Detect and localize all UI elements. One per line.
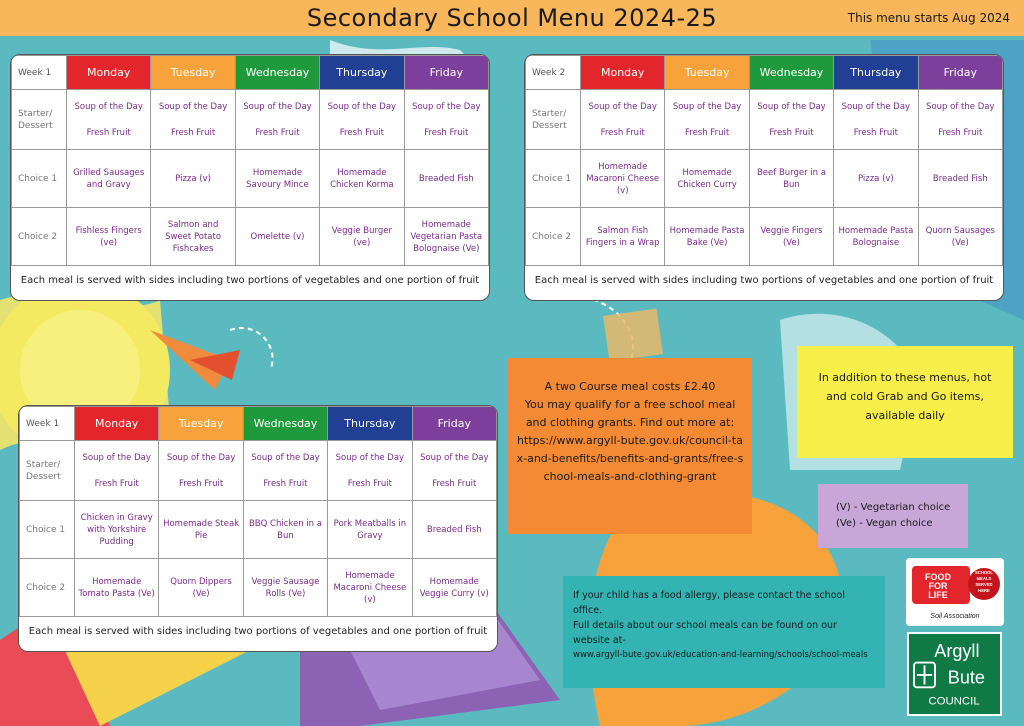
day-header-wednesday: Wednesday (749, 56, 833, 90)
menu-cell: Veggie Sausage Rolls (Ve) (243, 559, 327, 617)
menu-cell: Homemade Chicken Korma (320, 150, 404, 208)
menu-cell: Homemade Savoury Mince (235, 150, 319, 208)
menu-item: Fresh Fruit (853, 127, 898, 138)
menu-item: Fresh Fruit (170, 127, 216, 138)
allergy-info-box (563, 576, 885, 688)
row-label-choice-1: Choice 1 (526, 150, 581, 208)
menu-cell: Chicken in Gravy with Yorkshire Pudding (75, 501, 159, 559)
day-header-friday: Friday (918, 56, 1002, 90)
menu-item: Soup of the Day (335, 452, 405, 463)
day-header-thursday: Thursday (320, 56, 404, 90)
day-header-friday: Friday (412, 407, 496, 441)
menu-cell (235, 90, 319, 150)
menu-cell (665, 90, 749, 150)
row-label-choice-2: Choice 2 (526, 208, 581, 266)
menu-item: Fresh Fruit (339, 127, 384, 138)
council-word-argyll: Argyll (934, 640, 980, 661)
vegetarian-key: (V) - Vegetarian choice (836, 502, 951, 513)
menu-cell: Quorn Dippers (Ve) (159, 559, 243, 617)
day-header-tuesday: Tuesday (159, 407, 243, 441)
menu-item: Fresh Fruit (424, 127, 469, 138)
menu-item: Soup of the Day (420, 452, 489, 463)
menu-cell: Pork Meatballs in Gravy (328, 501, 412, 559)
menu-item: Fresh Fruit (432, 478, 477, 489)
menu-cell: Homemade Macaroni Cheese (v) (328, 559, 412, 617)
ffl-badge-school: SCHOOL (975, 570, 993, 575)
menu-cell: Homemade Tomato Pasta (Ve) (75, 559, 159, 617)
menu-table (19, 406, 497, 647)
menu-item: Soup of the Day (841, 101, 911, 112)
menu-footer-note: Each meal is served with sides including two portions of vegetables and one portion of fruit (534, 275, 994, 287)
menu-week-1-top (10, 54, 490, 301)
menu-cell: Homemade Steak Pie (159, 501, 243, 559)
menu-item: Fresh Fruit (263, 478, 308, 489)
menu-cell: Quorn Sausages (Ve) (918, 208, 1002, 266)
menu-item: Fresh Fruit (769, 127, 814, 138)
menu-cell (918, 90, 1002, 150)
menu-cell: Beef Burger in a Bun (749, 150, 833, 208)
menu-item: Fresh Fruit (94, 478, 139, 489)
menu-footer-note: Each meal is served with sides including two portions of vegetables and one portion of fruit (28, 626, 488, 638)
menu-cell: Fishless Fingers (ve) (67, 208, 151, 266)
menu-cell (151, 90, 235, 150)
day-header-wednesday: Wednesday (235, 56, 319, 90)
menu-item: Soup of the Day (82, 452, 151, 463)
ffl-word-for: FOR (928, 581, 948, 591)
menu-cell (749, 90, 833, 150)
row-label-choice-1: Choice 1 (12, 150, 67, 208)
argyll-bute-council-logo (907, 632, 1002, 716)
council-word-bute: Bute (947, 667, 986, 688)
menu-cell: Homemade Vegetarian Pasta Bolognaise (Ve) (404, 208, 488, 266)
week-label: Week 1 (20, 407, 75, 441)
menu-item: Soup of the Day (166, 452, 236, 463)
menu-cell (159, 441, 243, 501)
menu-item: Fresh Fruit (255, 127, 300, 138)
free-meal-link[interactable]: https://www.argyll-bute.gov.uk/council-tax-and-benefits/benefits-and-grants/free-school-meals-and-clothing-grant (516, 434, 744, 483)
ffl-badge-meals: MEALS (976, 576, 992, 581)
menu-cell (75, 441, 159, 501)
menu-cell: Salmon Fish Fingers in a Wrap (581, 208, 665, 266)
menu-item: Soup of the Day (158, 101, 228, 112)
ffl-word-food: FOOD (925, 572, 951, 582)
menu-cell: Breaded Fish (412, 501, 496, 559)
menu-item: Fresh Fruit (600, 127, 645, 138)
menu-cell (834, 90, 918, 150)
menu-item: Soup of the Day (327, 101, 397, 112)
menu-table (525, 55, 1003, 296)
menu-week-2 (524, 54, 1004, 301)
row-label-choice-2: Choice 2 (20, 559, 75, 617)
school-meals-link[interactable]: www.argyll-bute.gov.uk/education-and-learning/schools/school-meals (573, 650, 868, 660)
menu-cell: Pizza (v) (151, 150, 235, 208)
ffl-word-life: LIFE (928, 590, 948, 600)
menu-cell: Homemade Pasta Bolognaise (834, 208, 918, 266)
day-header-thursday: Thursday (328, 407, 412, 441)
page-title: Secondary School Menu 2024-25 (306, 4, 718, 32)
menu-cell: Breaded Fish (918, 150, 1002, 208)
menu-item: Soup of the Day (672, 101, 742, 112)
menu-item: Fresh Fruit (178, 478, 224, 489)
soil-association-text: Soil Association (930, 613, 980, 620)
menu-item: Soup of the Day (412, 101, 481, 112)
menu-cell: Salmon and Sweet Potato Fishcakes (151, 208, 235, 266)
day-header-wednesday: Wednesday (243, 407, 327, 441)
menu-item: Soup of the Day (251, 452, 320, 463)
menu-cell: Homemade Veggie Curry (v) (412, 559, 496, 617)
menu-item: Fresh Fruit (938, 127, 983, 138)
menu-cell: Veggie Burger (ve) (320, 208, 404, 266)
menu-cell: Grilled Sausages and Gravy (67, 150, 151, 208)
grab-and-go-box: In addition to these menus, hot and cold Grab and Go items, available daily (797, 346, 1013, 458)
menu-table (11, 55, 489, 296)
menu-item: Soup of the Day (243, 101, 312, 112)
menu-item: Fresh Fruit (86, 127, 131, 138)
ffl-badge-served: SERVED (975, 582, 993, 587)
allergy-text: If your child has a food allergy, please contact the school office. (573, 590, 845, 616)
menu-cell: Veggie Fingers (Ve) (749, 208, 833, 266)
free-meal-text: You may qualify for a free school meal and clothing grants. Find out more at: (524, 398, 736, 429)
details-text: Full details about our school meals can be found on our website at- (573, 620, 837, 646)
menu-item: Soup of the Day (926, 101, 995, 112)
menu-cell (67, 90, 151, 150)
week-label: Week 1 (12, 56, 67, 90)
menu-cell: Homemade Chicken Curry (665, 150, 749, 208)
menu-item: Fresh Fruit (347, 478, 392, 489)
day-header-monday: Monday (67, 56, 151, 90)
meal-price-text: A two Course meal costs £2.40 (544, 380, 716, 393)
menu-cell: Pizza (v) (834, 150, 918, 208)
food-for-life-badge-icon (906, 558, 1004, 626)
menu-cell: Homemade Macaroni Cheese (v) (581, 150, 665, 208)
menu-cell (581, 90, 665, 150)
row-label-choice-1: Choice 1 (20, 501, 75, 559)
council-crest-icon (909, 634, 1000, 714)
menu-cell (320, 90, 404, 150)
day-header-monday: Monday (75, 407, 159, 441)
menu-footer-note: Each meal is served with sides including two portions of vegetables and one portion of fruit (20, 275, 480, 287)
menu-cell (404, 90, 488, 150)
menu-cell (328, 441, 412, 501)
vegan-key: (Ve) - Vegan choice (836, 518, 933, 529)
price-info-box (508, 358, 752, 534)
week-label: Week 2 (526, 56, 581, 90)
menu-cell (243, 441, 327, 501)
menu-cell: BBQ Chicken in a Bun (243, 501, 327, 559)
menu-cell: Omelette (v) (235, 208, 319, 266)
row-label-choice-2: Choice 2 (12, 208, 67, 266)
menu-item: Soup of the Day (588, 101, 657, 112)
menu-item: Fresh Fruit (684, 127, 730, 138)
row-label-starter: Starter/ Dessert (526, 90, 581, 150)
row-label-starter: Starter/ Dessert (12, 90, 67, 150)
day-header-tuesday: Tuesday (665, 56, 749, 90)
ffl-badge-here: HERE (978, 588, 990, 593)
day-header-friday: Friday (404, 56, 488, 90)
food-for-life-logo (906, 558, 1004, 626)
day-header-monday: Monday (581, 56, 665, 90)
row-label-starter: Starter/ Dessert (20, 441, 75, 501)
menu-item: Soup of the Day (74, 101, 143, 112)
council-word-council: COUNCIL (928, 695, 980, 708)
menu-week-1-bottom (18, 405, 498, 652)
diet-key-box (818, 484, 968, 548)
menu-cell: Breaded Fish (404, 150, 488, 208)
day-header-tuesday: Tuesday (151, 56, 235, 90)
day-header-thursday: Thursday (834, 56, 918, 90)
menu-cell (412, 441, 496, 501)
menu-start-date: This menu starts Aug 2024 (847, 11, 1010, 25)
menu-item: Soup of the Day (757, 101, 826, 112)
menu-cell: Homemade Pasta Bake (Ve) (665, 208, 749, 266)
